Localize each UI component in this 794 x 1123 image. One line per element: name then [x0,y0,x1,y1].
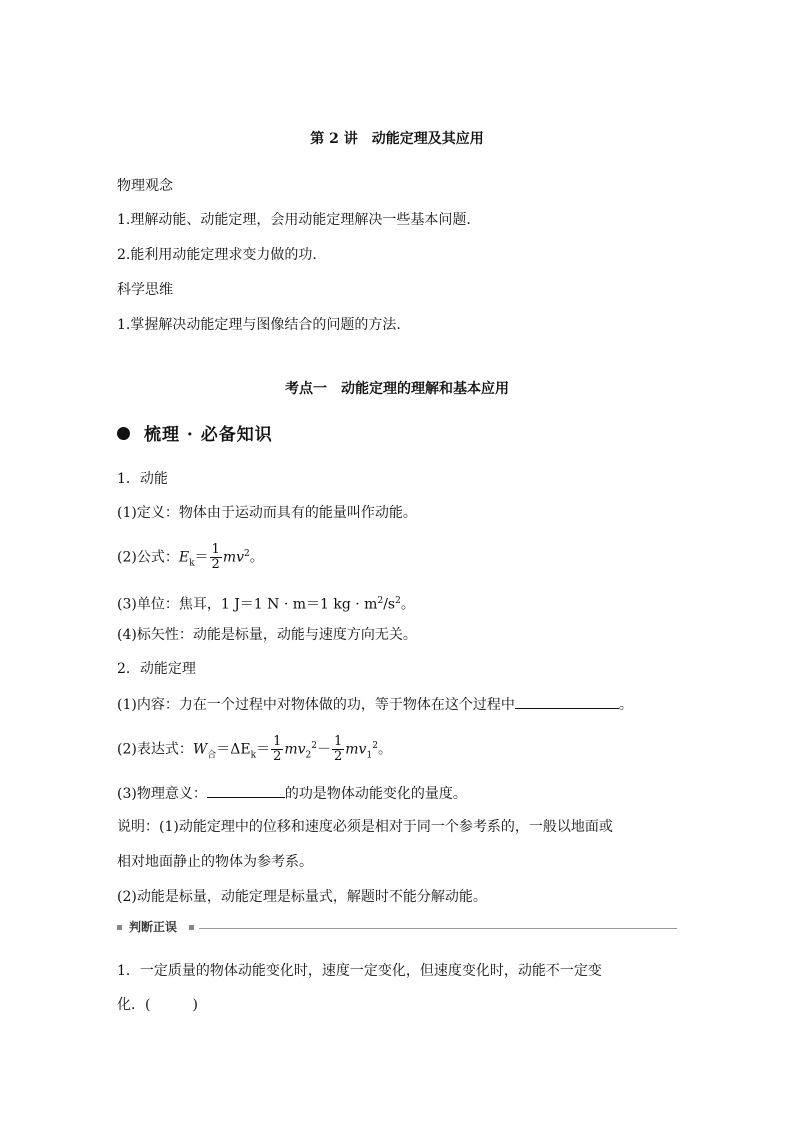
topic-title: 考点一 动能定理的理解和基本应用 [285,381,509,397]
objective-heading-thinking: 科学思维 [117,282,173,298]
lecture-title: 第 2 讲 动能定理及其应用 [310,131,484,147]
meaning-suffix: 的功是物体动能变化的量度。 [284,786,467,802]
formula-label: (2)公式： [117,549,179,566]
expr-term-2: mv [345,741,367,758]
expr-w-sub: 合 [207,750,217,761]
fraction-denominator: 2 [211,557,220,573]
theorem-content-end: 。 [618,697,633,713]
unit-mid: /s [383,596,396,613]
formula-exp: 2 [244,549,250,559]
fraction-half-1 [271,735,283,764]
expr-minus: － [317,741,331,758]
expr-term-1: mv [284,741,306,758]
judge-question-1-line-1: 1．一定质量的物体动能变化时，速度一定变化，但速度变化时，动能不一定变 [117,963,602,979]
section-heading [117,420,273,445]
expr-mid: ＝ΔE [216,741,251,758]
objective-item-2: 2.能利用动能定理求变力做的功. [117,247,317,263]
objective-item-3: 1.掌握解决动能定理与图像结合的问题的方法. [117,317,401,333]
fraction-denominator-2: 2 [334,749,343,765]
formula-lhs: E [178,549,190,566]
theorem-meaning [117,783,467,804]
formula-end: 。 [249,549,264,566]
section-heading-text: 梳理 · 必备知识 [144,425,273,445]
theorem-content-text: (1)内容：力在一个过程中对物体做的功，等于物体在这个过程中 [117,697,515,713]
kinetic-energy-scalar: (4)标矢性：动能是标量，动能与速度方向无关。 [117,627,417,643]
judge-question-1-line-2: 化．( ) [117,997,198,1013]
expr-term-2-sub: 1 [366,750,373,761]
expr-term-1-exp: 2 [311,741,317,751]
formula-eq: ＝ [194,549,209,566]
expr-eq: ＝ [256,741,271,758]
expr-end: 。 [377,741,392,758]
bullet-dot-icon [117,427,130,440]
kinetic-energy-heading: 1．动能 [117,471,168,487]
judge-section-divider [117,918,677,938]
theorem-content [117,694,633,715]
expr-label: (2)表达式： [117,741,193,758]
kinetic-energy-formula [117,534,264,583]
unit-exp-2: 2 [395,596,401,606]
theorem-expression [117,726,392,775]
square-marker-icon [117,925,122,930]
fraction-numerator-2: 1 [334,734,343,750]
divider-line [199,928,677,929]
meaning-prefix: (3)物理意义： [117,786,207,802]
note-line-1: 说明：(1)动能定理中的位移和速度必须是相对于同一个参考系的，一般以地面或 [117,819,613,835]
theorem-heading: 2．动能定理 [117,661,196,677]
expr-term-1-sub: 2 [305,750,312,761]
expr-w: W [192,741,208,758]
square-marker-icon [189,925,194,930]
objective-heading-physics: 物理观念 [117,178,173,194]
expr-term-2-exp: 2 [372,741,378,751]
answer-blank-1[interactable] [515,694,619,709]
formula-rest: mv [222,549,245,566]
fraction-denominator-1: 2 [273,749,282,765]
kinetic-energy-definition: (1)定义：物体由于运动而具有的能量叫作动能。 [117,505,417,521]
objective-item-1: 1.理解动能、动能定理，会用动能定理解决一些基本问题. [117,212,471,228]
fraction-half-2 [332,735,344,764]
note-line-2: 相对地面静止的物体为参考系。 [117,854,313,870]
note-line-3: (2)动能是标量，动能定理是标量式，解题时不能分解动能。 [117,889,487,905]
kinetic-energy-unit [117,591,415,615]
fraction-numerator: 1 [211,542,220,558]
unit-exp-1: 2 [377,596,384,606]
formula-sub: k [189,558,195,569]
expr-mid-sub: k [250,750,257,761]
unit-end: 。 [400,596,415,613]
unit-prefix: (3)单位：焦耳，1 J＝1 N · m＝1 kg · m [117,596,378,613]
judge-label: 判断正误 [129,920,178,934]
fraction-numerator-1: 1 [273,734,282,750]
fraction-half [210,543,222,572]
answer-blank-2[interactable] [207,783,285,798]
